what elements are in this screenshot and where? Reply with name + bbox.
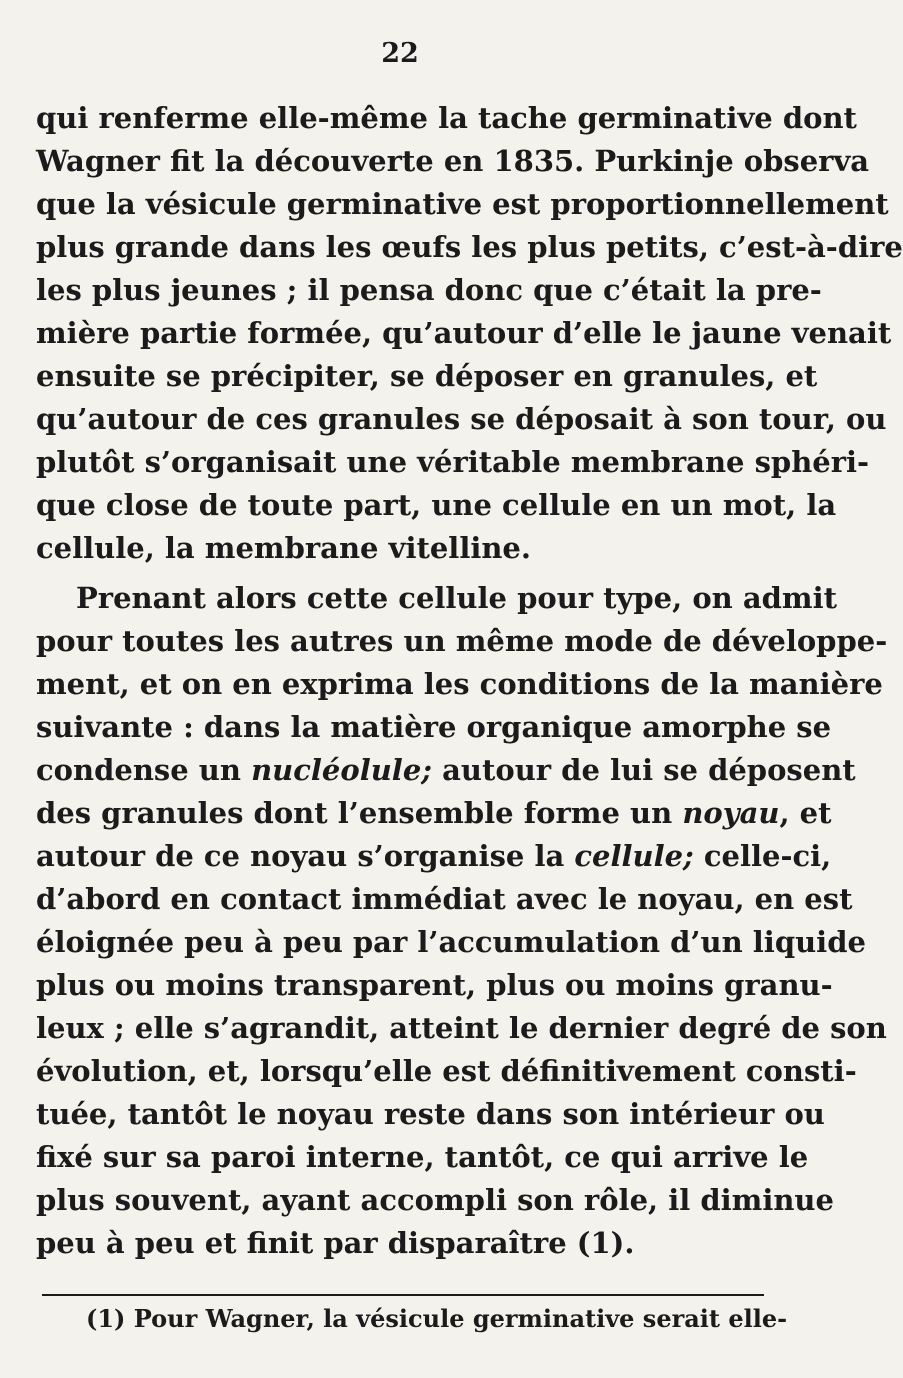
text-line: Wagner fit la découverte en 1835. Purkinje observa xyxy=(36,144,870,178)
text-line: peu à peu et finit par disparaître (1). xyxy=(36,1226,635,1260)
text-line xyxy=(36,836,832,876)
text-span: des granules dont l’ensemble forme un xyxy=(36,796,673,830)
italic-term: noyau xyxy=(682,796,780,830)
italic-term: nucléolule; xyxy=(251,753,432,787)
text-line: que la vésicule germinative est proportionnellement xyxy=(36,187,889,221)
text-line: plutôt s’organisait une véritable membrane sphéri- xyxy=(36,445,870,479)
footnote-divider xyxy=(42,1294,764,1296)
text-line: évolution, et, lorsqu’elle est définitivement consti- xyxy=(36,1054,857,1088)
text-line: leux ; elle s’agrandit, atteint le dernier degré de son xyxy=(36,1011,887,1045)
text-line xyxy=(36,793,832,833)
text-line: ensuite se précipiter, se déposer en granules, et xyxy=(36,359,818,393)
text-line: d’abord en contact immédiat avec le noyau, en est xyxy=(36,882,853,916)
text-line: tuée, tantôt le noyau reste dans son intérieur ou xyxy=(36,1097,825,1131)
text-line: Prenant alors cette cellule pour type, on admit xyxy=(76,581,838,615)
text-span: condense un xyxy=(36,753,241,787)
text-line xyxy=(36,750,856,790)
text-line: fixé sur sa paroi interne, tantôt, ce qui arrive le xyxy=(36,1140,809,1174)
text-span: autour de lui se déposent xyxy=(442,753,856,787)
text-line: plus ou moins transparent, plus ou moins granu- xyxy=(36,968,833,1002)
text-line: suivante : dans la matière organique amorphe se xyxy=(36,710,832,744)
footnote: (1) Pour Wagner, la vésicule germinative serait elle- xyxy=(86,1304,788,1333)
text-line: les plus jeunes ; il pensa donc que c’était la pre- xyxy=(36,273,822,307)
italic-term: cellule; xyxy=(574,839,694,873)
text-span: , et xyxy=(779,796,832,830)
text-line: ment, et on en exprima les conditions de la manière xyxy=(36,667,883,701)
text-span: celle-ci, xyxy=(703,839,832,873)
text-line: pour toutes les autres un même mode de développe- xyxy=(36,624,888,658)
text-line: qui renferme elle-même la tache germinative dont xyxy=(36,101,857,135)
text-line: mière partie formée, qu’autour d’elle le jaune venait xyxy=(36,316,892,350)
text-line: plus grande dans les œufs les plus petits, c’est-à-dire xyxy=(36,230,903,264)
text-span: autour de ce noyau s’organise la xyxy=(36,839,565,873)
page-number: 22 xyxy=(381,38,419,69)
text-line: plus souvent, ayant accompli son rôle, il diminue xyxy=(36,1183,834,1217)
text-line: cellule, la membrane vitelline. xyxy=(36,531,531,565)
text-line: que close de toute part, une cellule en un mot, la xyxy=(36,488,837,522)
text-line: qu’autour de ces granules se déposait à son tour, ou xyxy=(36,402,887,436)
text-line: éloignée peu à peu par l’accumulation d’un liquide xyxy=(36,925,866,959)
